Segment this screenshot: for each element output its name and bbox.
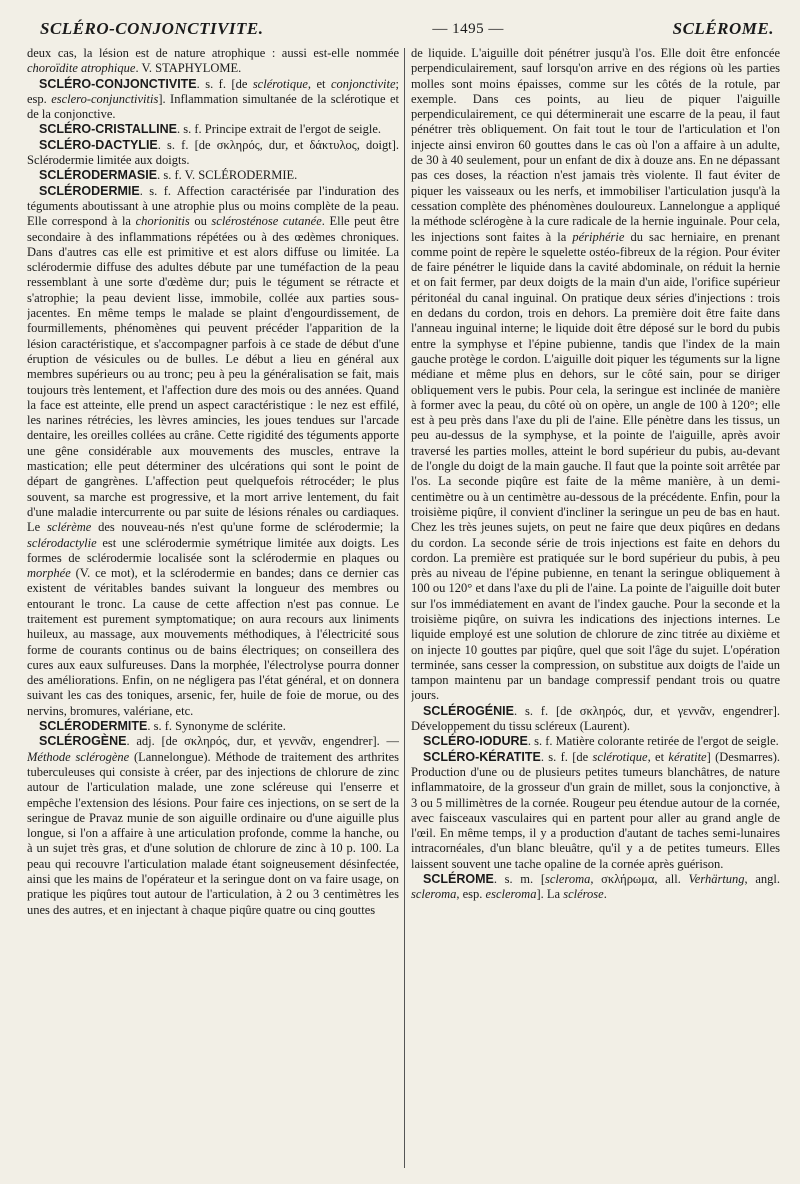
entry-sclero-iodure: SCLÉRO-IODURE. s. f. Matière colorante retirée de l'ergot de seigle.: [423, 734, 779, 749]
headword: SCLÉRODERMITE: [39, 719, 148, 734]
entry-sclero-cristalline: SCLÉRO-CRISTALLINE. s. f. Principe extrait de l'ergot de seigle.: [39, 122, 382, 137]
headword: SCLÉROME: [423, 872, 494, 887]
headword: SCLÉROGÉNIE: [423, 703, 514, 718]
entry-sclerodermasie: SCLÉRODERMASIE. s. f. V. SCLÉRODERMIE.: [39, 168, 298, 183]
column-divider: [404, 48, 405, 1168]
entry-sclerome: SCLÉROME. s. m. [scleroma, σκλήρωμα, all. Verhärtung, angl. scleroma, esp. escleroma]. La sclérose.: [411, 872, 780, 902]
right-running-head: SCLÉROME.: [672, 19, 774, 38]
headword: SCLÉRODERMIE: [39, 183, 140, 198]
right-column: [411, 46, 780, 1178]
continued-paragraph: de liquide. L'aiguille doit pénétrer jusqu'à l'os. Elle doit être enfoncée perpendiculairement, sauf lorsqu'on arrive en des régions où les parties molles sont moins épaisses, comme sur les côtés de la rotule, par exemple. Dans ces points, au lieu de piquer l'aiguille perpendiculairement, ce qui déterminerait une escarre de la peau, il faut pénétrer très obliquement. On fait tout le tour de l'articulation et l'on injecte ainsi environ 60 gouttes dans le cas où l'on a affaire à un adulte, de 30 à 40 seulement, pour un enfant de dix à douze ans. En ne dépassant pas ces doses, la réaction n'est jamais très violente. Il faut éviter de piquer les vaisseaux ou les nerfs, et immobiliser l'articulation jusqu'à la cessation complète des phénomènes douloureux. Lannelongue a appliqué la méthode sclérogène à la cure radicale de la hernie inguinale. Pour cela, les injections sont faites à la périphérie du sac herniaire, en prenant comme point de repère le squelette ostéo-fibreux de la région. Pour éviter de faire pénétrer le liquide dans la cavité abdominale, on réduit la hernie et on fait fermer, par deux doigts de la main d'un aide, l'orifice supérieur péritonéal du canal inguinal. On pratique deux séries d'injections : trois en dedans du cordon, trois en dehors. La première doit être faite dans l'anneau inguinal interne; le liquide doit être déposé sur le bord du pubis entre la symphyse et l'épine pubienne, tandis que l'index de la main gauche protège le cordon. L'aiguille doit piquer les téguments sur la ligne médiane et même plus en dehors, sur le côté sain, pour se diriger obliquement vers le pubis. Pour cela, la seringue est inclinée de manière à former avec la peau, du côté où on opère, un angle de 100 à 120°; elle est à peu près dans l'axe du pli de l'aine. Elle pénètre dans les tissus, un peu au-dessus de la symphyse, et la pointe de l'aiguille, après avoir traversé les parties molles, atteint le bord supérieur du pubis, au-devant de l'ongle du doigt de la main gauche. Il faut que la pointe soit arrêtée par l'os. La seconde piqûre est faite de la même manière, à un demi-centimètre ou à un centimètre au-dessous de la précédente. Enfin, pour la troisième piqûre, il convient d'incliner la seringue un peu de bas en haut. Chez les très jeunes sujets, on peut ne faire que deux piqûres en dedans du cordon. La seconde série de trois injections est faite en dehors du cordon. La première est pratiquée sur le bord supérieur du pubis, à peu près au niveau de l'épine pubienne, en tenant la seringue obliquement à 100 ou 120° et dans l'axe du pli de l'aine. La pointe de l'aiguille doit buter sur l'os immédiatement en avant de l'index gauche. Pour la seconde et la troisième piqûre, on suivra les indications des injections internes. Le liquide employé est une solution de chlorure de zinc titrée au dixième et on injecte 10 gouttes par piqûre, quel que soit l'âge du sujet. L'opération terminée, sans cesser la compression, on substitue aux doigts de l'aide un tampon maintenu par un bandage compressif pendant trois ou quatre jours.: [411, 46, 780, 703]
entry-sclerogene: SCLÉROGÈNE. adj. [de σκληρός, dur, et γεννᾶν, engendrer]. — Méthode sclérogène (Lannelongue). Méthode de traitement des arthrites tuberculeuses qui consiste à créer, par des injections de chlorure de zinc autour de l'articulation malade, une zone scléreuse qui l'enserre et empêche l'extension des lésions. Pour faire ces injections, on se sert de la seringue de Pravaz munie de son aiguille ordinaire ou d'une aiguille plus longue, si l'on a affaire à une articulation profonde, comme la hanche, ou à un sujet très gras, et d'une solution de chlorure de zinc à 10 p. 100. La peau qui recouvre l'articulation malade étant soigneusement désinfectée, ainsi que les mains de l'opérateur et la seringue dont on va faire usage, on pratique les piqûres tout autour de l'articulation, à 2 ou 3 centimètres les unes des autres, et en injectant à chaque piqûre quatre ou cinq gouttes: [27, 734, 399, 917]
entry-sclero-keratite: SCLÉRO-KÉRATITE. s. f. [de sclérotique, et kératite] (Desmarres). Production d'une ou de plusieurs petites tumeurs blanchâtres, de nature inflammatoire, de la grosseur d'un grain de millet, sous la conjonctive, à 3 ou 5 millimètres de la cornée. Rougeur peu étendue autour de la cornée, avec faisceaux vasculaires qui en partent pour aller au grand angle de l'œil. En même temps, il y a production d'autant de taches semi-lunaires intracornéales, d'un blanc bleuâtre, qu'il y a de petites tumeurs. Elles laissent souvent une tache opaline de la cornée après guérison.: [411, 749, 780, 871]
entry-sclerogenie: SCLÉROGÉNIE. s. f. [de σκληρός, dur, et γεννᾶν, engendrer]. Développement du tissu scléreux (Laurent).: [411, 703, 780, 734]
headword: SCLÉROGÈNE: [39, 734, 127, 749]
entry-sclerodermite: SCLÉRODERMITE. s. f. Synonyme de sclérite.: [39, 719, 286, 734]
continued-paragraph: deux cas, la lésion est de nature atrophique : aussi est-elle nommée choroïdite atrophique. V. STAPHYLOME.: [27, 46, 399, 76]
entry-sclerodermie: SCLÉRODERMIE. s. f. Affection caractérisée par l'induration des téguments aboutissant à une atrophie plus ou moins complète de la peau. Elle correspond à la chorionitis ou sclérosténose cutanée. Elle peut être secondaire à des inflammations répétées ou à des œdèmes chroniques. Dans d'autres cas elle est primitive et est alors diffuse ou limitée. La sclérodermie diffuse des adultes débute par une tuméfaction de la peau ressemblant à une sorte d'œdème dur; puis le tégument se rétracte et s'atrophie; la peau devient lisse, immobile, collée aux parties sous-jacentes. En même temps le malade se plaint d'engourdissement, de fourmillements, phénomènes qui peuvent précéder l'apparition de la lésion caractéristique, et s'accompagner parfois à ce stade de début d'une éruption de vésicules ou de bulles. Le début a lieu en général aux membres supérieurs ou au tronc; peu à peu la généralisation se fait, mais toujours très lentement, et l'affection dure des mois ou des années. Quand la face est atteinte, elle prend un aspect caractéristique : le nez est effilé, les narines rétrécies, les lèvres amincies, les joues tendues sur l'arcade dentaire, les oreilles collées au crâne. Cette rigidité des téguments apporte une gêne considérable aux mouvements des muscles, entrave la mastication; elle peut déterminer des ulcérations qui sont le point de départ de gangrènes. L'affection peut quelquefois rétrocéder; le plus souvent, sa marche est progressive, et la mort arrive lentement, du fait d'une maladie intercurrente ou par suite de lésions rénales ou cardiaques. Le sclérème des nouveau-nés n'est qu'une forme de sclérodermie; la sclérodactylie est une sclérodermie symétrique limitée aux doigts. Les formes de sclérodermie localisée sont la sclérodermie en plaques ou morphée (V. ce mot), et la sclérodermie en bandes; dans ce dernier cas existent de véritables bandes suivant la longueur des membres ou entourant le tronc. La cause de cette affection n'est pas connue. Le traitement est purement symptomatique; on aura recours aux liniments huileux, au massage, aux mouvements méthodiques, à l'électricité sous forme de courants continus ou de bains électriques; on conseillera des cures aux eaux sulfureuses. Dans la morphée, l'électrolyse pourra donner des améliorations. Enfin, on ne négligera pas l'état général, et on donnera suivant les cas des toniques, arsenic, fer, huile de foie de morue, ou des nervins, bromures, valériane, etc.: [27, 183, 399, 718]
headword: SCLÉRO-IODURE: [423, 734, 528, 749]
entry-sclero-dactylie: SCLÉRO-DACTYLIE. s. f. [de σκληρός, dur, et δάκτυλος, doigt]. Sclérodermie limitée aux doigts.: [27, 137, 399, 168]
headword: SCLÉRO-CONJONCTIVITE: [39, 76, 197, 91]
running-header: [40, 16, 774, 42]
left-column: [27, 46, 399, 1178]
headword: SCLÉRO-KÉRATITE: [423, 749, 541, 764]
headword: SCLÉRODERMASIE: [39, 168, 158, 183]
entry-sclero-conjonctivite: SCLÉRO-CONJONCTIVITE. s. f. [de sclérotique, et conjonctivite; esp. esclero-conjunctivitis]. Inflammation simultanée de la sclérotique et de la conjonctive.: [27, 76, 399, 122]
left-running-head: SCLÉRO-CONJONCTIVITE.: [40, 19, 264, 38]
headword: SCLÉRO-DACTYLIE: [39, 137, 158, 152]
page-number: — 1495 —: [432, 20, 504, 37]
headword: SCLÉRO-CRISTALLINE: [39, 122, 177, 137]
